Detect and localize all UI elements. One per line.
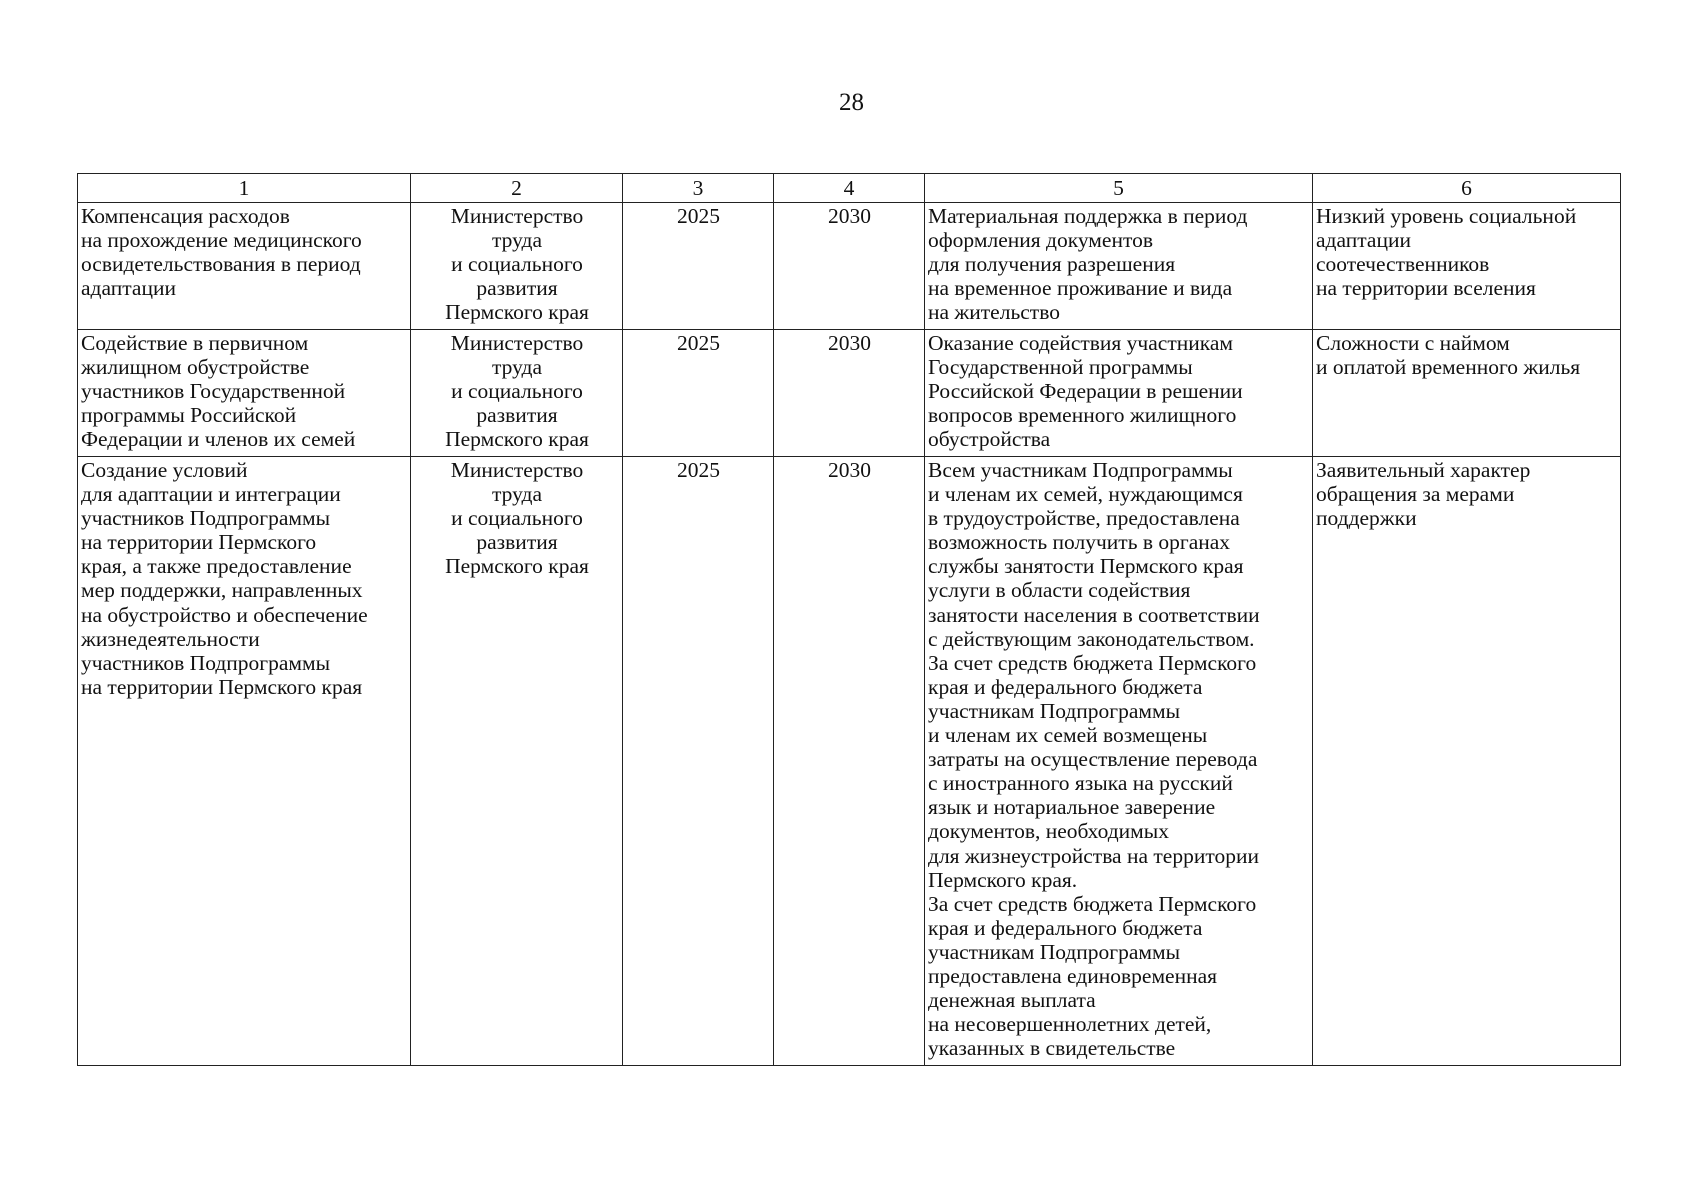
table-row xyxy=(78,457,1621,1066)
start-year-cell: 2025 xyxy=(623,457,774,1066)
column-header: 2 xyxy=(411,174,623,203)
measure-cell: Компенсация расходов на прохождение медицинского освидетельствования в период адаптации xyxy=(78,203,411,330)
column-header: 6 xyxy=(1313,174,1621,203)
end-year-cell: 2030 xyxy=(774,330,925,457)
executor-cell: Министерство труда и социального развития Пермского края xyxy=(411,203,623,330)
executor-cell: Министерство труда и социального развития Пермского края xyxy=(411,457,623,1066)
table-row xyxy=(78,203,1621,330)
column-number-row xyxy=(78,174,1621,203)
end-year-cell: 2030 xyxy=(774,457,925,1066)
column-header: 5 xyxy=(925,174,1313,203)
measure-cell: Содействие в первичном жилищном обустройстве участников Государственной программы Российской Федерации и членов их семей xyxy=(78,330,411,457)
column-header: 1 xyxy=(78,174,411,203)
start-year-cell: 2025 xyxy=(623,203,774,330)
start-year-cell: 2025 xyxy=(623,330,774,457)
risk-cell: Низкий уровень социальной адаптации соотечественников на территории вселения xyxy=(1313,203,1621,330)
executor-cell: Министерство труда и социального развития Пермского края xyxy=(411,330,623,457)
column-header: 3 xyxy=(623,174,774,203)
measures-table xyxy=(77,173,1621,1066)
table-row xyxy=(78,330,1621,457)
result-cell: Всем участникам Подпрограммы и членам их семей, нуждающимся в трудоустройстве, предоставлена возможность получить в органах службы занятости Пермского края услуги в области содействия занятости населения в соответствии с действующим законодательством. За счет средств бюджета Пермского края и федерального бюджета участникам Подпрограммы и членам их семей возмещены затраты на осуществление перевода с иностранного языка на русский язык и нотариальное заверение документов, необходимых для жизнеустройства на территории Пермского края. За счет средств бюджета Пермского края и федерального бюджета участникам Подпрограммы предоставлена единовременная денежная выплата на несовершеннолетних детей, указанных в свидетельстве xyxy=(925,457,1313,1066)
risk-cell: Заявительный характер обращения за мерами поддержки xyxy=(1313,457,1621,1066)
result-cell: Материальная поддержка в период оформления документов для получения разрешения на временное проживание и вида на жительство xyxy=(925,203,1313,330)
column-header: 4 xyxy=(774,174,925,203)
result-cell: Оказание содействия участникам Государственной программы Российской Федерации в решении вопросов временного жилищного обустройства xyxy=(925,330,1313,457)
measure-cell: Создание условий для адаптации и интеграции участников Подпрограммы на территории Пермского края, а также предоставление мер поддержки, направленных на обустройство и обеспечение жизнедеятельности участников Подпрограммы на территории Пермского края xyxy=(78,457,411,1066)
page-number: 28 xyxy=(839,89,864,116)
risk-cell: Сложности с наймом и оплатой временного жилья xyxy=(1313,330,1621,457)
end-year-cell: 2030 xyxy=(774,203,925,330)
